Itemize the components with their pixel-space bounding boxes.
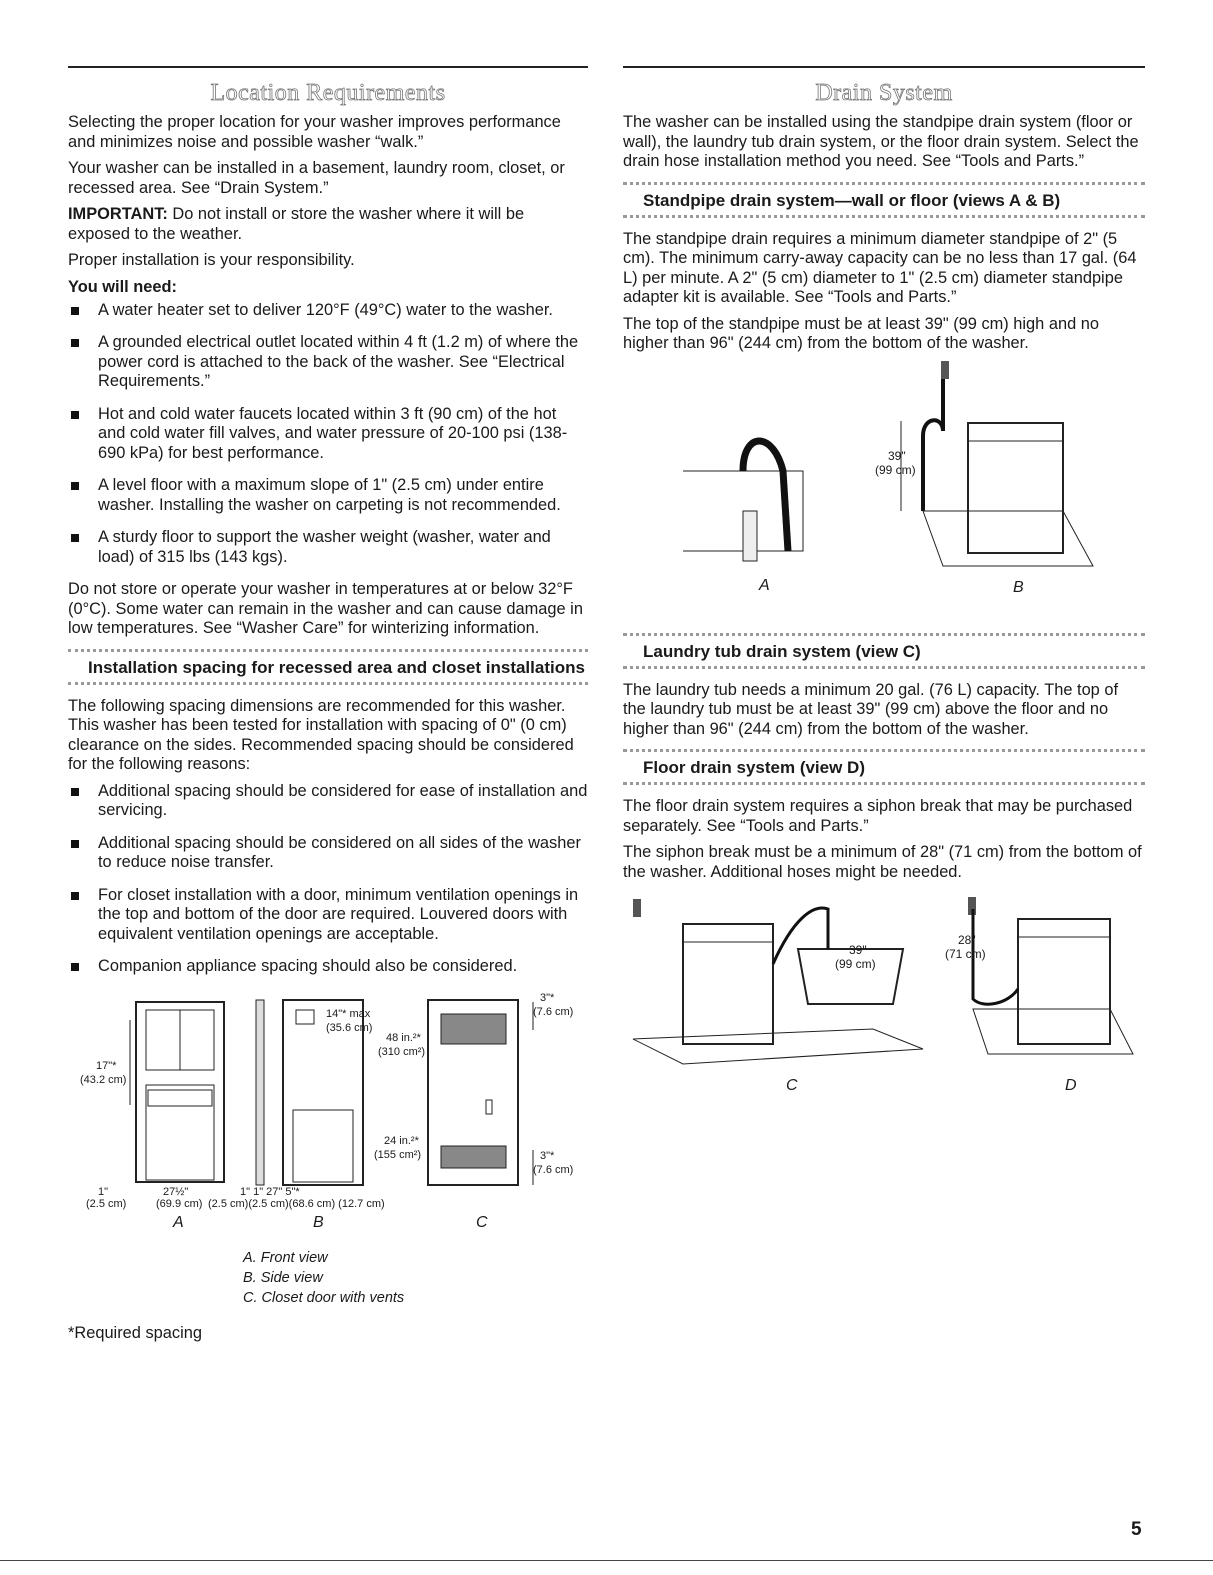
dim-1: 1"	[98, 1185, 109, 1198]
caption-b: B. Side view	[243, 1269, 323, 1286]
dim-48: 48 in.²*	[386, 1031, 421, 1044]
dim-24: 24 in.²*	[384, 1134, 419, 1147]
paragraph: Do not store or operate your washer in temperatures at or below 32°F (0°C). Some water can remain in the washer and can cause damage in low temperatures. See “Washer Care” for winterizing information.	[68, 580, 583, 637]
laundry-tub-heading: Laundry tub drain system (view C)	[643, 641, 921, 661]
standpipe-heading: Standpipe drain system—wall or floor (views A & B)	[643, 190, 1061, 210]
spacing-subheading	[68, 649, 588, 685]
dim-b-row-cm: (2.5 cm)(2.5 cm)(68.6 cm) (12.7 cm)	[208, 1197, 385, 1210]
needs-list	[68, 301, 588, 568]
dim-3-bottom-cm: (7.6 cm)	[533, 1163, 574, 1176]
floor-drain-heading: Floor drain system (view D)	[643, 758, 865, 777]
list-item: Hot and cold water faucets located within 3 ft (90 cm) of the hot and cold water fill valves, and water pressure of 20-100 psi (138-690 kPa) for best performance.	[68, 405, 588, 464]
standpipe-drawing	[623, 361, 1145, 601]
bottom-rule	[0, 1560, 1213, 1561]
location-requirements-column	[68, 66, 588, 1343]
tub-floor-drawing	[623, 889, 1145, 1074]
dim-48-cm: (310 cm²)	[378, 1045, 426, 1058]
standpipe-subheading	[623, 182, 1145, 218]
paragraph: Your washer can be installed in a basement, laundry room, closet, or recessed area. See “Drain System.”	[68, 159, 565, 197]
caption-a: A. Front view	[243, 1249, 328, 1266]
dim-39-cm: (99 cm)	[875, 462, 916, 477]
paragraph: Selecting the proper location for your washer improves performance and minimizes noise and possible washer “walk.”	[68, 113, 561, 151]
paragraph: The top of the standpipe must be at least 39" (99 cm) high and no higher than 96" (244 cm) from the bottom of the washer.	[623, 314, 1099, 352]
figure-label-b: B	[313, 1213, 324, 1231]
spacing-heading: Installation spacing for recessed area and closet installations	[88, 657, 585, 677]
figure-label-d: D	[1065, 1077, 1077, 1094]
important-label: IMPORTANT:	[68, 205, 168, 223]
standpipe-diagram	[623, 361, 1145, 623]
paragraph: The washer can be installed using the standpipe drain system (floor or wall), the laundry tub drain system, or the floor drain system. Select the drain hose installation method you need. See “Tools and Parts.”	[623, 113, 1139, 170]
paragraph: Proper installation is your responsibility.	[68, 251, 355, 269]
figure-label-a: A	[173, 1213, 184, 1231]
dim-28-cm: (71 cm)	[945, 947, 986, 961]
dim-17: 17"*	[96, 1059, 117, 1072]
dim-17-cm: (43.2 cm)	[80, 1073, 127, 1086]
dim-27-half-cm: (69.9 cm)	[156, 1197, 203, 1210]
paragraph: The floor drain system requires a siphon break that may be purchased separately. See “Tools and Parts.”	[623, 797, 1133, 835]
reasons-list	[68, 782, 588, 977]
list-item: A sturdy floor to support the washer weight (washer, water and load) of 315 lbs (143 kgs).	[68, 528, 588, 567]
paragraph: The siphon break must be a minimum of 28" (71 cm) from the bottom of the washer. Additional hoses might be needed.	[623, 843, 1142, 881]
dim-39: 39"	[849, 943, 867, 957]
important-text: Do not install or store the washer where it will be exposed to the weather.	[68, 205, 525, 243]
figure-label-c: C	[786, 1077, 798, 1094]
dim-24-cm: (155 cm²)	[374, 1148, 422, 1161]
dim-14: 14"* max	[326, 1007, 371, 1020]
important-note	[68, 205, 588, 244]
figure-label-b: B	[1013, 578, 1024, 596]
dim-28: 28"	[958, 933, 976, 947]
page-number: 5	[1131, 1519, 1142, 1540]
tub-and-floor-drain-diagram	[623, 889, 1145, 1099]
dim-39: 39"	[888, 448, 906, 463]
section-rule	[68, 66, 588, 68]
list-item: Additional spacing should be considered on all sides of the washer to reduce noise transfer.	[68, 834, 588, 873]
dim-3-top: 3"*	[540, 991, 555, 1004]
dim-27-half: 27½"	[163, 1185, 189, 1198]
list-item: A grounded electrical outlet located within 4 ft (1.2 m) of where the power cord is attached to the back of the washer. See “Electrical Requirements.”	[68, 333, 588, 392]
list-item: Companion appliance spacing should also be considered.	[68, 957, 588, 977]
dim-1-cm: (2.5 cm)	[86, 1197, 127, 1210]
dim-b-row: 1" 1" 27" 5"*	[240, 1185, 300, 1198]
location-requirements-title: Location Requirements	[210, 80, 446, 106]
list-item: A water heater set to deliver 120°F (49°C) water to the washer.	[68, 301, 588, 321]
spacing-diagram	[68, 990, 588, 1240]
laundry-tub-subheading	[623, 633, 1145, 669]
paragraph: The following spacing dimensions are recommended for this washer. This washer has been tested for installation with spacing of 0" (0 cm) clearance on the sides. Recommended spacing should be considered for the following reasons:	[68, 696, 574, 773]
dim-3-top-cm: (7.6 cm)	[533, 1005, 574, 1018]
dim-14-cm: (35.6 cm)	[326, 1021, 373, 1034]
floor-drain-subheading	[623, 749, 1145, 785]
dim-39-cm: (99 cm)	[835, 957, 876, 971]
section-rule	[623, 66, 1145, 68]
required-spacing-note: *Required spacing	[68, 1323, 202, 1342]
figure-label-a: A	[759, 576, 770, 594]
caption-c: C. Closet door with vents	[243, 1289, 405, 1306]
you-will-need-heading: You will need:	[68, 277, 177, 296]
list-item: Additional spacing should be considered for ease of installation and servicing.	[68, 782, 588, 821]
list-item: For closet installation with a door, minimum ventilation openings in the top and bottom of the door are required. Louvered doors with equivalent ventilation openings are acceptable.	[68, 886, 588, 945]
paragraph: The standpipe drain requires a minimum diameter standpipe of 2" (5 cm). The minimum carry-away capacity can be no less than 17 gal. (64 L) per minute. A 2" (5 cm) diameter to 1" (2.5 cm) diameter standpipe adapter kit is available. See “Tools and Parts.”	[623, 229, 1137, 306]
figure-label-c: C	[476, 1213, 488, 1231]
dim-3-bottom: 3"*	[540, 1149, 555, 1162]
drain-system-title: Drain System	[815, 80, 953, 106]
list-item: A level floor with a maximum slope of 1" (2.5 cm) under entire washer. Installing the washer on carpeting is not recommended.	[68, 476, 588, 515]
drain-system-column	[623, 66, 1145, 1107]
paragraph: The laundry tub needs a minimum 20 gal. (76 L) capacity. The top of the laundry tub must be at least 39" (99 cm) above the floor and no higher than 96" (244 cm) from the bottom of the washer.	[623, 680, 1119, 738]
